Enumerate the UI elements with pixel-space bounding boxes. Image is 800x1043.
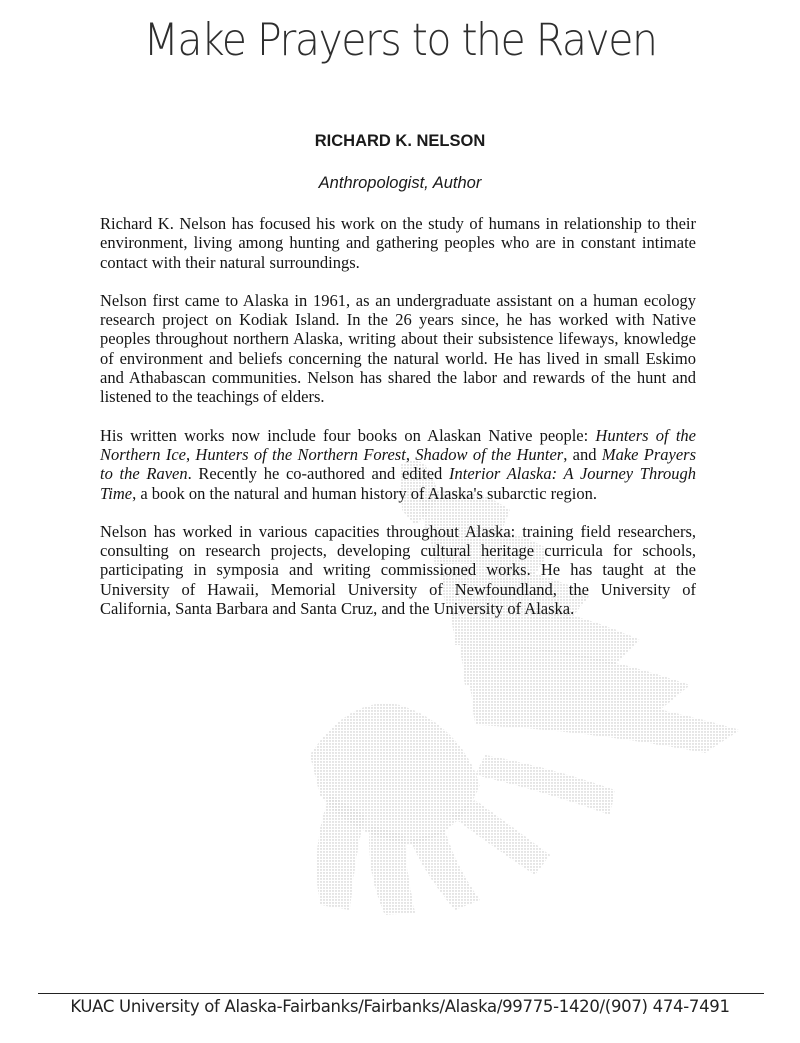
book-title-shadow-hunter: Shadow of the Hunter [415,444,564,464]
author-name: RICHARD K. NELSON [314,132,486,150]
document-title: Make Prayers to the Raven [143,14,657,66]
author-role: Anthropologist, Author [318,174,482,192]
works-outro: , a book on the natural and human history of Alaska's subarctic region. [132,483,597,503]
works-middle: . Recently he co-authored and edited [187,464,449,484]
book-title-interior-alaska: Interior Alaska: A Journey Through Time [100,464,697,503]
works-separator: , [405,444,416,464]
book-title-northern-ice: Hunters of the Northern Ice [100,425,696,464]
footer-contact-line: KUAC University of Alaska-Fairbanks/Fairbanks/Alaska/99775-1420/(907) 474-7491 [70,997,730,1016]
works-intro: His written works now include four books on Alaskan Native people: [100,425,596,445]
works-separator: , and [563,444,602,464]
paragraph-focus: Richard K. Nelson has focused his work on the study of humans in relationship to their environment, living among hunting and gathering peoples who are in constant intimate contact with their natural surroundings. [100,214,696,272]
biography-body [100,214,696,637]
book-title-northern-forest: Hunters of the Northern Forest [195,444,406,464]
paragraph-capacities: Nelson has worked in various capacities throughout Alaska: training field researchers, consulting on research projects, developing cultural heritage curricula for schools, participating in symposia and writing commissioned works. He has taught at the University of Hawaii, Memorial University of Newfoundland, the University of California, Santa Barbara and Santa Cruz, and the University of Alaska. [100,521,696,619]
footer-divider [38,993,764,994]
paragraph-written-works [100,426,696,503]
paragraph-alaska-history: Nelson first came to Alaska in 1961, as an undergraduate assistant on a human ecology research project on Kodiak Island. In the 26 years since, he has worked with Native peoples throughout northern Alaska, writing about their subsistence lifeways, knowledge of environment and beliefs concerning the natural world. He has lived in small Eskimo and Athabascan communities. Nelson has shared the labor and rewards of the hunt and listened to the teachings of elders. [100,290,696,407]
book-title-prayers-raven: Make Prayers to the Raven [100,444,697,484]
works-separator: , [185,444,196,464]
